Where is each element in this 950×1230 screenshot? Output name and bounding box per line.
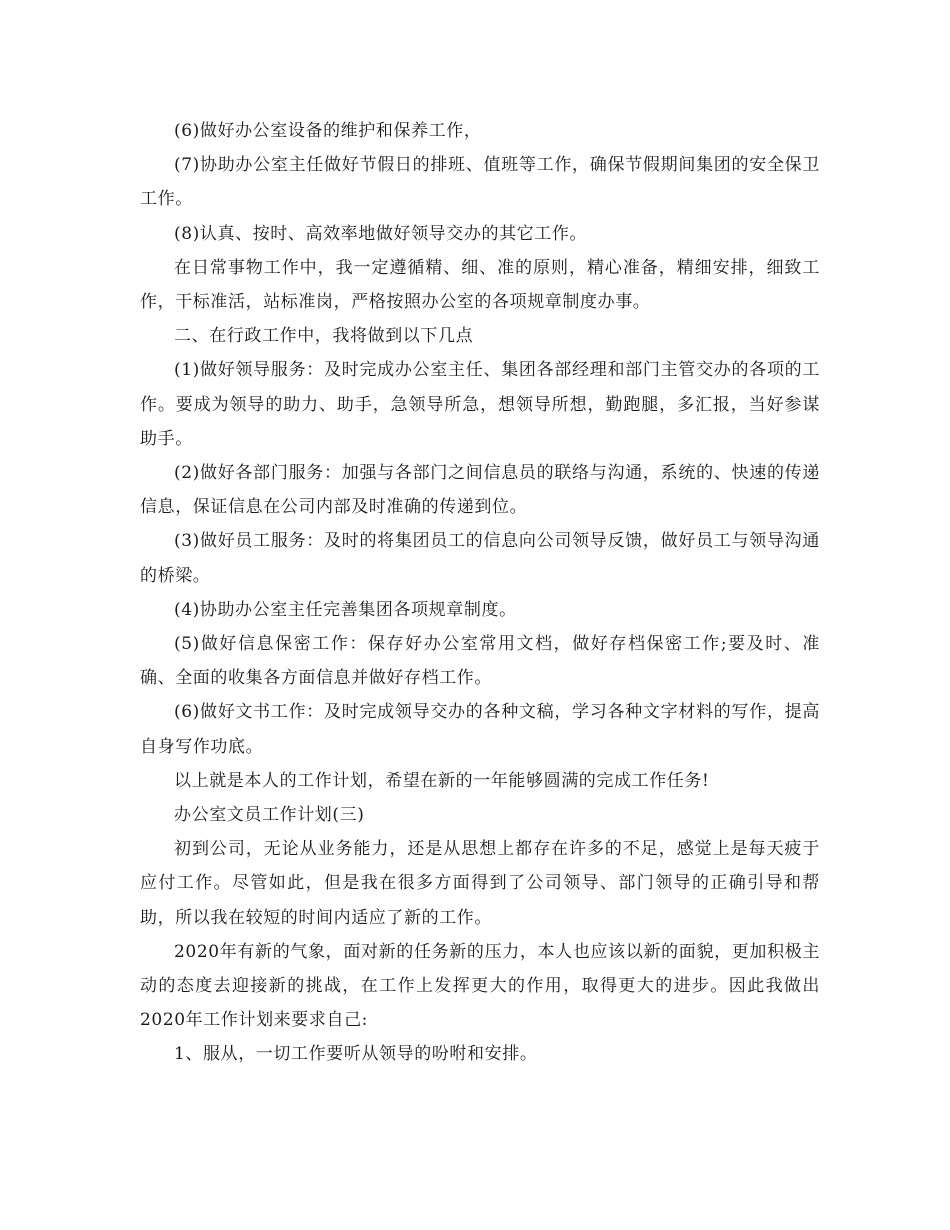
paragraph-leader-service: (1)做好领导服务：及时完成办公室主任、集团各部经理和部门主管交办的各项的工作。要成为领导的助力、助手，急领导所急，想领导所想，勤跑腿，多汇报，当好参谋助手。 [140, 360, 820, 449]
paragraph-documents: (6)做好文书工作：及时完成领导交办的各种文稿，学习各种文字材料的写作，提高自身写作功底。 [140, 702, 820, 757]
paragraph-employee-service: (3)做好员工服务：及时的将集团员工的信息向公司领导反馈，做好员工与领导沟通的桥梁。 [140, 531, 820, 586]
paragraph-new-year-plan: 2020年有新的气象，面对新的任务新的压力，本人也应该以新的面貌，更加积极主动的态度去迎接新的挑战，在工作上发挥更大的作用，取得更大的进步。因此我做出2020年工作计划来要求自己: [140, 941, 820, 1031]
paragraph-introduction: 初到公司，无论从业务能力，还是从思想上都存在许多的不足，感觉上是每天疲于应付工作。尽管如此，但是我在很多方面得到了公司领导、部门领导的正确引导和帮助，所以我在较短的时间内适应了新的工作。 [140, 839, 820, 928]
paragraph-item-7-holiday-duty: (7)协助办公室主任做好节假日的排班、值班等工作，确保节假期间集团的安全保卫工作。 [140, 155, 820, 210]
section-heading-administrative: 二、在行政工作中，我将做到以下几点 [174, 326, 474, 347]
paragraph-department-service: (2)做好各部门服务：加强与各部门之间信息员的联络与沟通，系统的、快速的传递信息，保证信息在公司内部及时准确的传递到位。 [140, 463, 820, 518]
paragraph-obey: 1、服从，一切工作要听从领导的吩咐和安排。 [174, 1044, 538, 1065]
paragraph-regulations: (4)协助办公室主任完善集团各项规章制度。 [174, 599, 517, 620]
paragraph-item-8-other-tasks: (8)认真、按时、高效率地做好领导交办的其它工作。 [174, 223, 588, 244]
paragraph-daily-affairs: 在日常事物工作中，我一定遵循精、细、准的原则，精心准备，精细安排，细致工作，干标准活，站标准岗，严格按照办公室的各项规章制度办事。 [140, 257, 820, 313]
document-body [140, 114, 820, 1072]
paragraph-confidentiality: (5)做好信息保密工作：保存好办公室常用文档，做好存档保密工作;要及时、准确、全面的收集各方面信息并做好存档工作。 [140, 634, 820, 689]
section-title-plan-three: 办公室文员工作计划(三) [174, 805, 365, 826]
paragraph-conclusion: 以上就是本人的工作计划，希望在新的一年能够圆满的完成工作任务! [174, 770, 710, 791]
paragraph-item-6-equipment: (6)做好办公室设备的维护和保养工作， [174, 121, 482, 141]
